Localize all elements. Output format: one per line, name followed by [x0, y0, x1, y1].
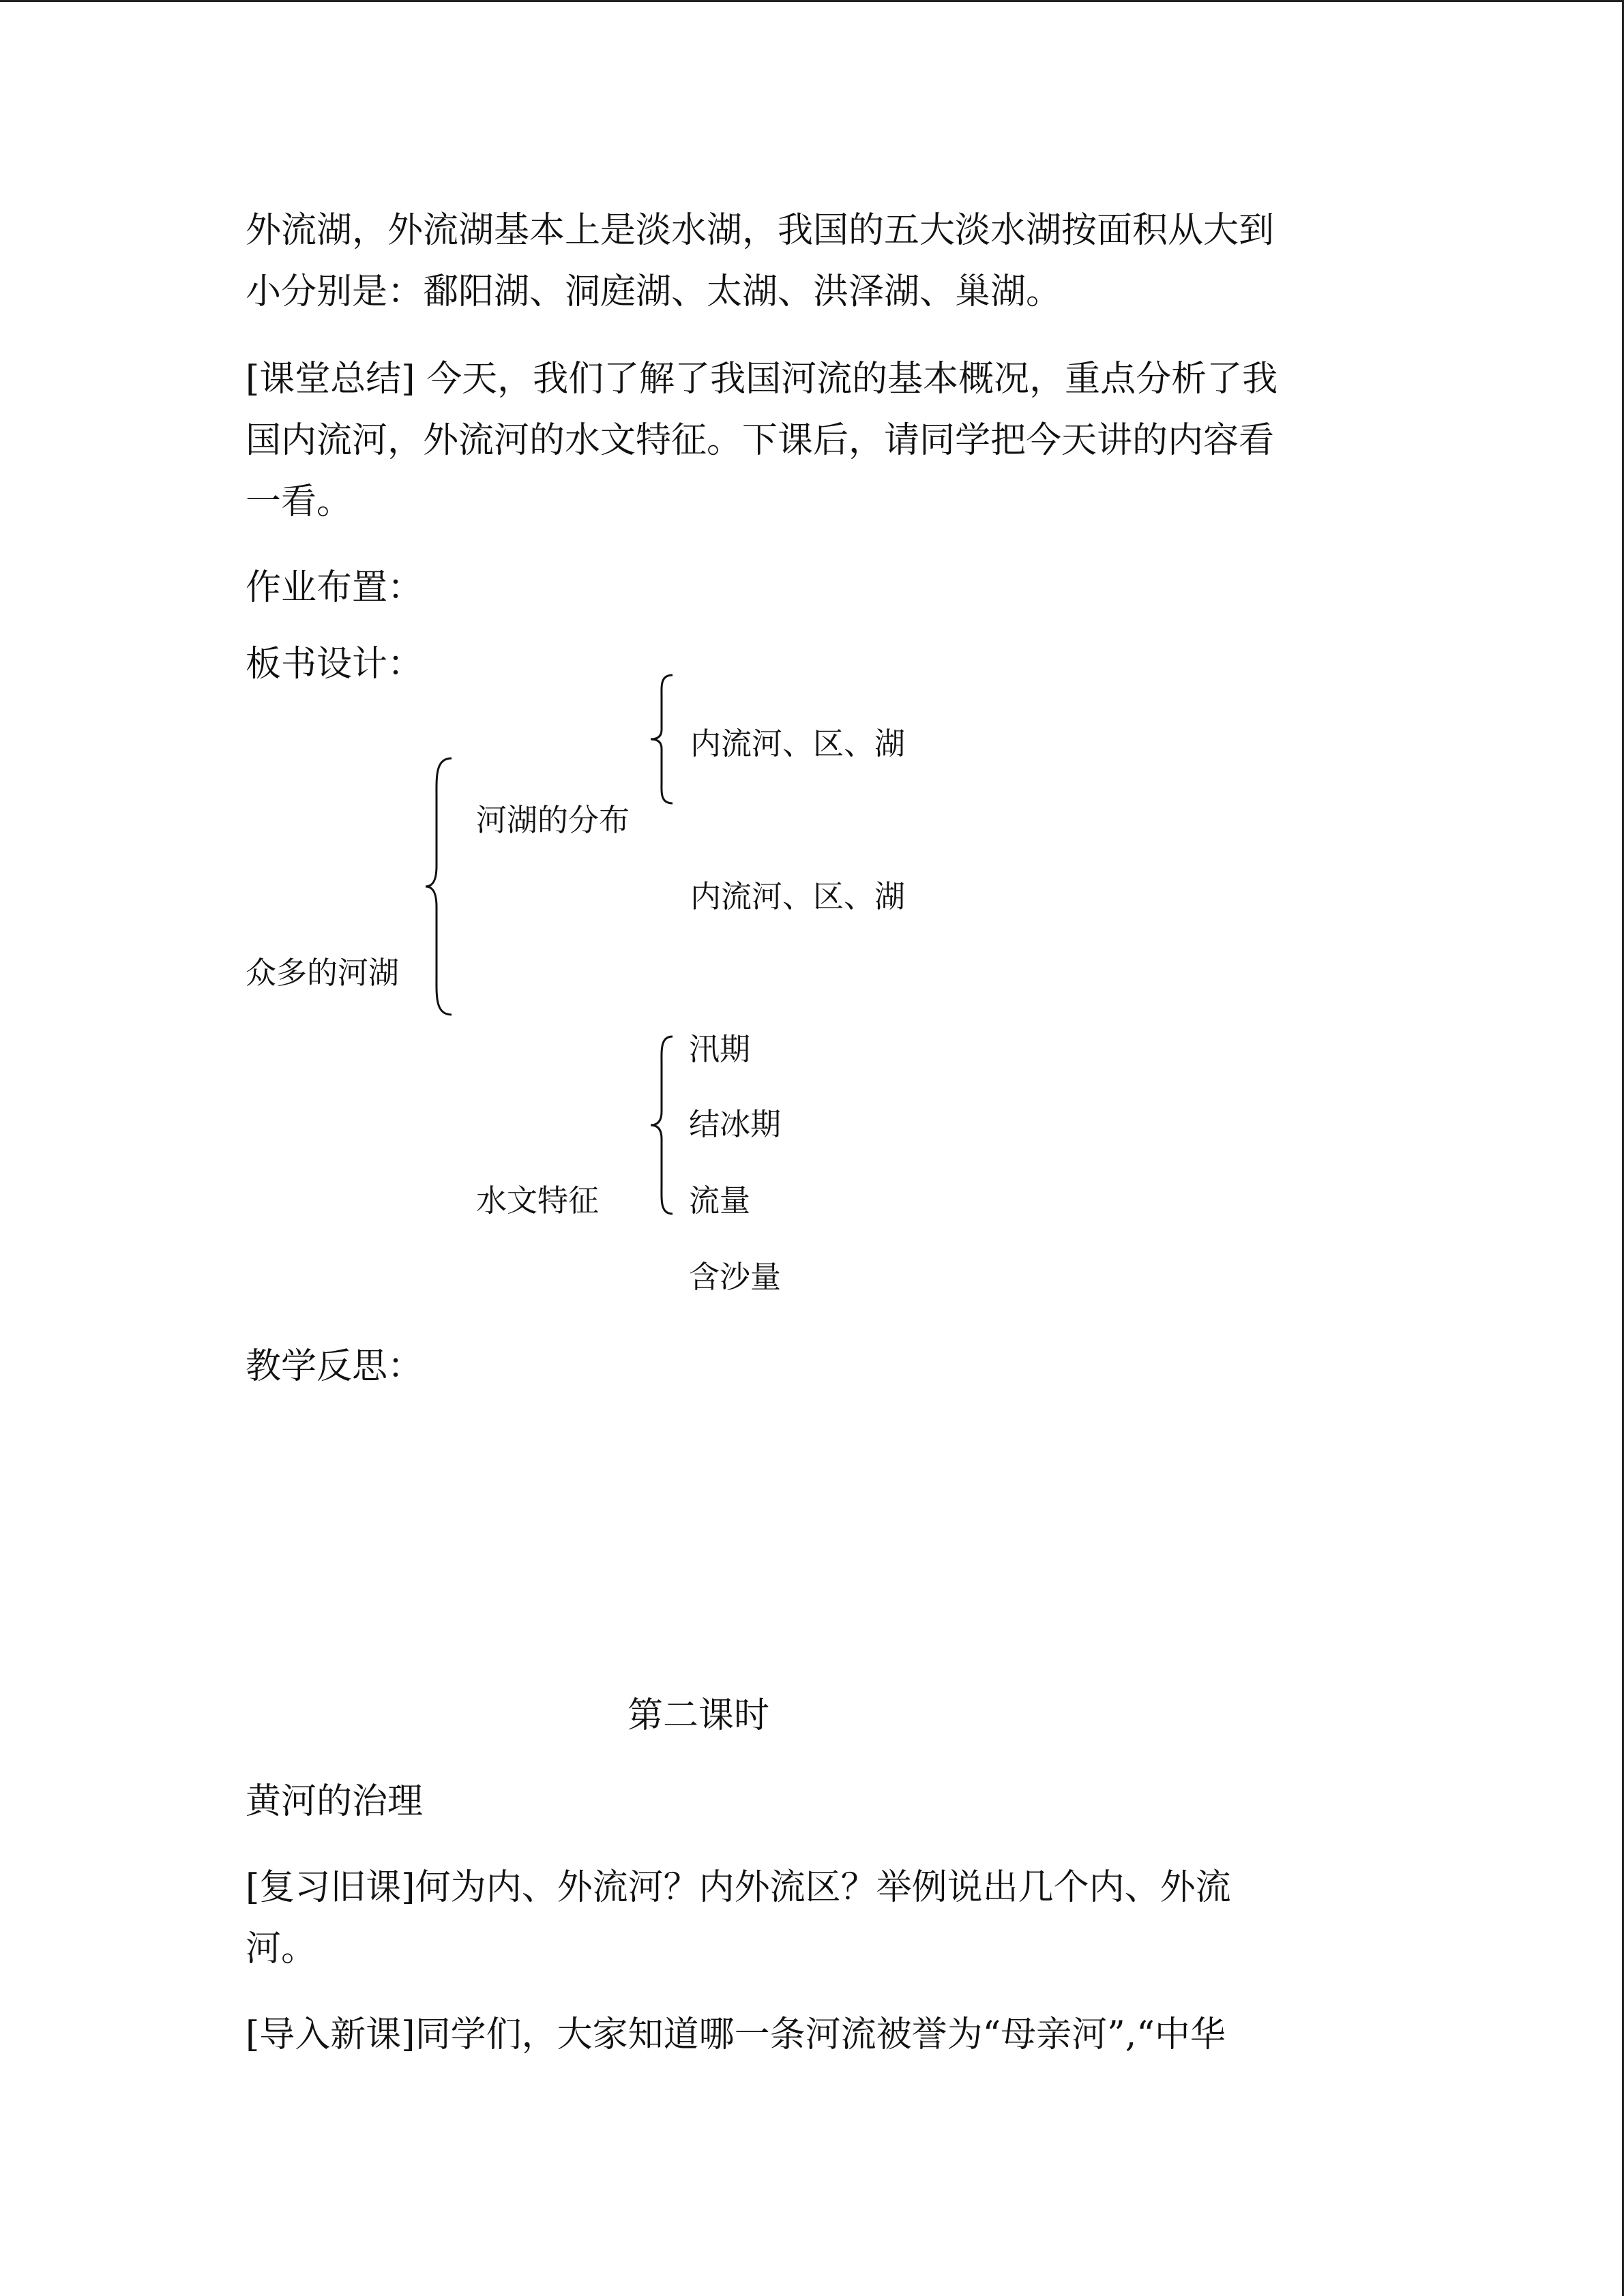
paragraph-summary-line-2: 国内流河，外流河的水文特征。下课后，请同学把今天讲的内容看: [246, 420, 1275, 461]
board-hydrology-item-1: 汛期: [689, 1031, 751, 1067]
board-hydrology-item-4: 含沙量: [689, 1259, 782, 1295]
paragraph-lakes-line-2: 小分别是：鄱阳湖、洞庭湖、太湖、洪泽湖、巢湖。: [246, 271, 1062, 312]
board-distribution-item-2: 内流河、区、湖: [690, 878, 906, 914]
board-design-heading: 板书设计：: [246, 644, 424, 685]
page-border-top: [0, 0, 1624, 2]
board-hydrology-brace: [648, 1035, 675, 1215]
review-line-2: 河。: [246, 1928, 317, 1969]
board-main-brace: [423, 757, 457, 1016]
review-line-1: [复习旧课]何为内、外流河？内外流区？举例说出几个内、外流: [246, 1867, 1231, 1908]
paragraph-summary-line-1: [课堂总结] 今天，我们了解了我国河流的基本概况，重点分析了我: [246, 359, 1278, 400]
board-distribution-item-1: 内流河、区、湖: [690, 726, 906, 762]
board-branch-distribution: 河湖的分布: [476, 802, 630, 838]
board-root-label: 众多的河湖: [246, 955, 400, 991]
board-distribution-brace: [648, 674, 675, 805]
paragraph-lakes-line-1: 外流湖，外流湖基本上是淡水湖，我国的五大淡水湖按面积从大到: [246, 210, 1275, 251]
second-lesson-topic: 黄河的治理: [246, 1781, 424, 1822]
paragraph-summary-line-3: 一看。: [246, 481, 353, 522]
board-branch-hydrology: 水文特征: [476, 1182, 600, 1219]
board-hydrology-item-3: 流量: [689, 1182, 751, 1219]
second-lesson-heading: 第二课时: [628, 1695, 770, 1736]
intro-line-1: [导入新课]同学们，大家知道哪一条河流被誉为“母亲河”,“中华: [246, 2014, 1226, 2055]
reflection-heading: 教学反思：: [246, 1346, 424, 1387]
homework-heading: 作业布置：: [246, 567, 424, 608]
board-hydrology-item-2: 结冰期: [689, 1106, 782, 1142]
